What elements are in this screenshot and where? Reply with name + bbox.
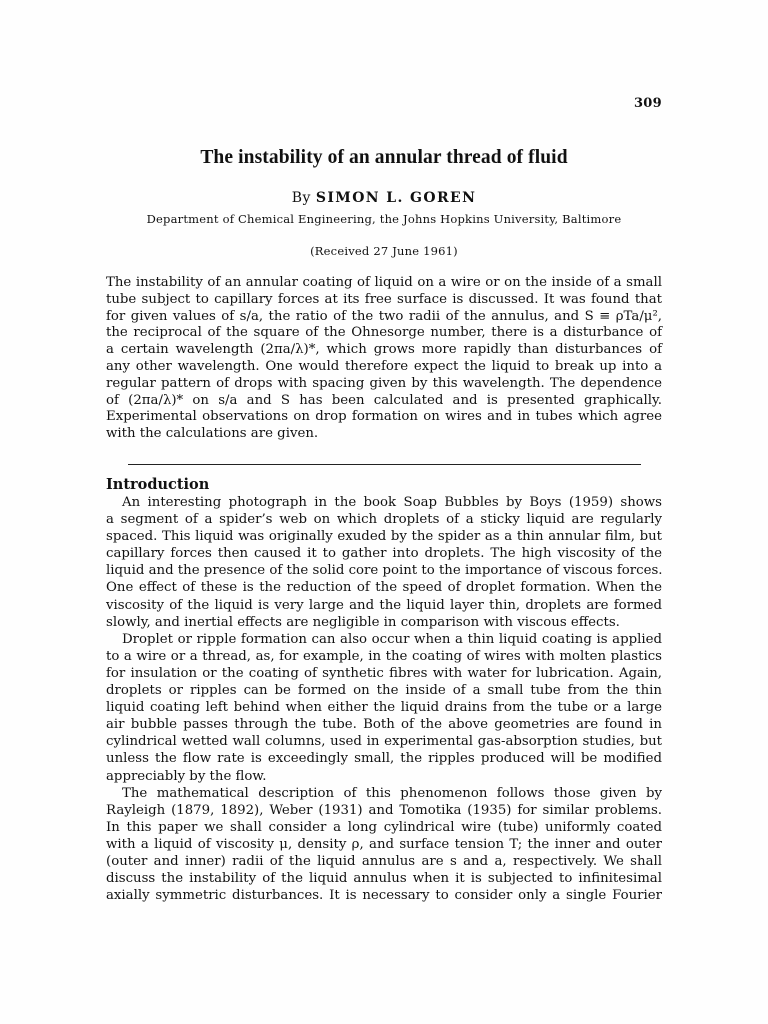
body-line: unless the flow rate is exceedingly small, the ripples produced will be modified [106, 751, 662, 767]
body-line: In this paper we shall consider a long cylindrical wire (tube) uniformly coated [106, 819, 662, 835]
body-line: discuss the instability of the liquid annulus when it is subjected to infinitesimal [106, 871, 662, 887]
body-line: appreciably by the flow. [106, 768, 267, 784]
body-line: Rayleigh (1879, 1892), Weber (1931) and Tomotika (1935) for similar problems. [106, 802, 662, 818]
body-line: liquid and the presence of the solid core point to the importance of viscous forces. [106, 563, 663, 579]
page-number: 309 [633, 96, 662, 111]
abstract-line: of (2πa/λ)* on s/a and S has been calculated and is presented graphically. [106, 392, 662, 408]
abstract-line: the reciprocal of the square of the Ohnesorge number, there is a disturbance of [106, 325, 662, 341]
received-date: (Received 27 June 1961) [310, 244, 458, 258]
abstract-line: tube subject to capillary forces at its free surface is discussed. It was found that [106, 291, 662, 307]
abstract-line: any other wavelength. One would therefore expect the liquid to break up into a [106, 358, 662, 374]
abstract-line: with the calculations are given. [106, 426, 319, 442]
body-line: slowly, and inertial effects are negligible in comparison with viscous effects. [106, 614, 620, 630]
abstract-line: regular pattern of drops with spacing given by this wavelength. The dependence [106, 375, 662, 391]
body-line: spaced. This liquid was originally exuded by the spider as a thin annular film, but [106, 529, 662, 545]
author-by: By [291, 190, 311, 206]
abstract-line: a certain wavelength (2πa/λ)*, which grows more rapidly than disturbances of [106, 342, 662, 358]
body-line: for insulation or the coating of synthetic fibres with water for lubrication. Again, [106, 665, 662, 681]
body-line: to a wire or a thread, as, for example, in the coating of wires with molten plastics [106, 648, 662, 664]
author-affiliation: Department of Chemical Engineering, the Johns Hopkins University, Baltimore [146, 212, 622, 226]
body-line: Droplet or ripple formation can also occur when a thin liquid coating is applied [122, 631, 662, 647]
paper-title: The instability of an annular thread of fluid [200, 147, 568, 168]
body-line: (outer and inner) radii of the liquid annulus are s and a, respectively. We shall [106, 853, 662, 869]
abstract-line: for given values of s/a, the ratio of the two radii of the annulus, and S ≡ ρTa/μ², [106, 308, 662, 324]
section-heading-introduction: Introduction [106, 476, 210, 493]
author-line [0, 190, 768, 206]
body-line: One effect of these is the reduction of the speed of droplet formation. When the [106, 580, 662, 596]
abstract-line: Experimental observations on drop formation on wires and in tubes which agree [106, 409, 662, 425]
body-line: liquid coating left behind when either the liquid drains from the tube or a large [106, 700, 662, 716]
introduction-body [106, 494, 662, 904]
body-line: The mathematical description of this phenomenon follows those given by [122, 785, 662, 801]
body-line: a segment of a spider’s web on which droplets of a sticky liquid are regularly [106, 512, 662, 528]
abstract [106, 275, 662, 443]
body-line: An interesting photograph in the book Soap Bubbles by Boys (1959) shows [122, 495, 662, 510]
body-line: droplets or ripples can be formed on the inside of a small tube from the thin [106, 683, 662, 699]
body-line: axially symmetric disturbances. It is necessary to consider only a single Fourier [106, 888, 662, 904]
abstract-line: The instability of an annular coating of liquid on a wire or on the inside of a small [106, 275, 662, 290]
body-line: with a liquid of viscosity μ, density ρ, and surface tension T; the inner and outer [106, 836, 662, 852]
abstract-divider [128, 464, 641, 465]
body-line: cylindrical wetted wall columns, used in experimental gas-absorption studies, but [106, 734, 662, 750]
body-line: capillary forces then caused it to gather into droplets. The high viscosity of the [106, 546, 662, 562]
author-name: SIMON L. GOREN [315, 190, 477, 206]
body-line: air bubble passes through the tube. Both of the above geometries are found in [106, 717, 662, 733]
body-line: viscosity of the liquid is very large and the liquid layer thin, droplets are formed [106, 597, 662, 613]
